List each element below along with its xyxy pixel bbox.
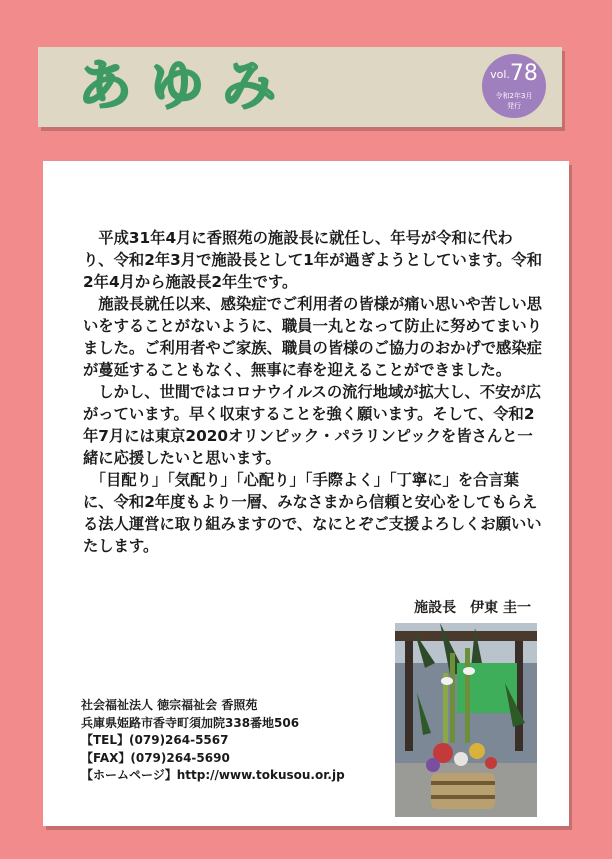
org-tel: 【TEL】(079)264-5567	[81, 733, 229, 747]
issue-date: 令和2年3月	[495, 92, 533, 100]
organization-info	[81, 697, 401, 785]
kadomatsu-photo	[395, 623, 537, 817]
org-address: 兵庫県姫路市香寺町須加院338番地506	[81, 715, 300, 730]
message-paragraph: しかし、世間ではコロナウイルスの流行地域が拡大し、不安が広がっています。早く収束することを強く願います。そして、令和2年7月には東京2020オリンピック・パラリンピックを皆さんと一緒に応援したいと思います。	[83, 383, 541, 467]
volume-label	[482, 62, 546, 87]
kadomatsu-image	[395, 623, 537, 817]
message-paragraph: 「目配り」「気配り」「心配り」「手際よく」「丁寧に」を合言葉に、令和2年度もより一層、みなさまから信頼と安心をしてもらえる法人運営に取り組みますので、なにとぞご支援よろしくお願いいたします。	[83, 471, 542, 555]
volume-prefix: vol.	[490, 68, 510, 81]
message-paragraph: 平成31年4月に香照苑の施設長に就任し、年号が令和に代わり、令和2年3月で施設長として1年が過ぎようとしています。令和2年4月から施設長2年生です。	[83, 229, 543, 291]
org-name: 社会福祉法人 徳宗福祉会 香照苑	[81, 698, 258, 712]
content-panel	[43, 161, 569, 826]
header-band	[38, 47, 562, 127]
volume-badge	[482, 54, 546, 118]
org-homepage[interactable]: 【ホームページ】http://www.tokusou.or.jp	[81, 768, 345, 782]
org-fax: 【FAX】(079)264-5690	[81, 750, 230, 765]
newsletter-title: あゆみ	[78, 54, 294, 117]
issue-suffix: 発行	[507, 102, 521, 110]
signature: 施設長 伊東 圭一	[414, 600, 531, 616]
director-message	[83, 227, 543, 557]
volume-number: 78	[509, 61, 538, 86]
message-paragraph: 施設長就任以来、感染症でご利用者の皆様が痛い思いや苦しい思いをすることがないように、職員一丸となって防止に努めてまいりました。ご利用者やご家族、職員の皆様のご協力のおかげで感染症が蔓延することもなく、無事に春を迎えることができました。	[83, 295, 542, 379]
